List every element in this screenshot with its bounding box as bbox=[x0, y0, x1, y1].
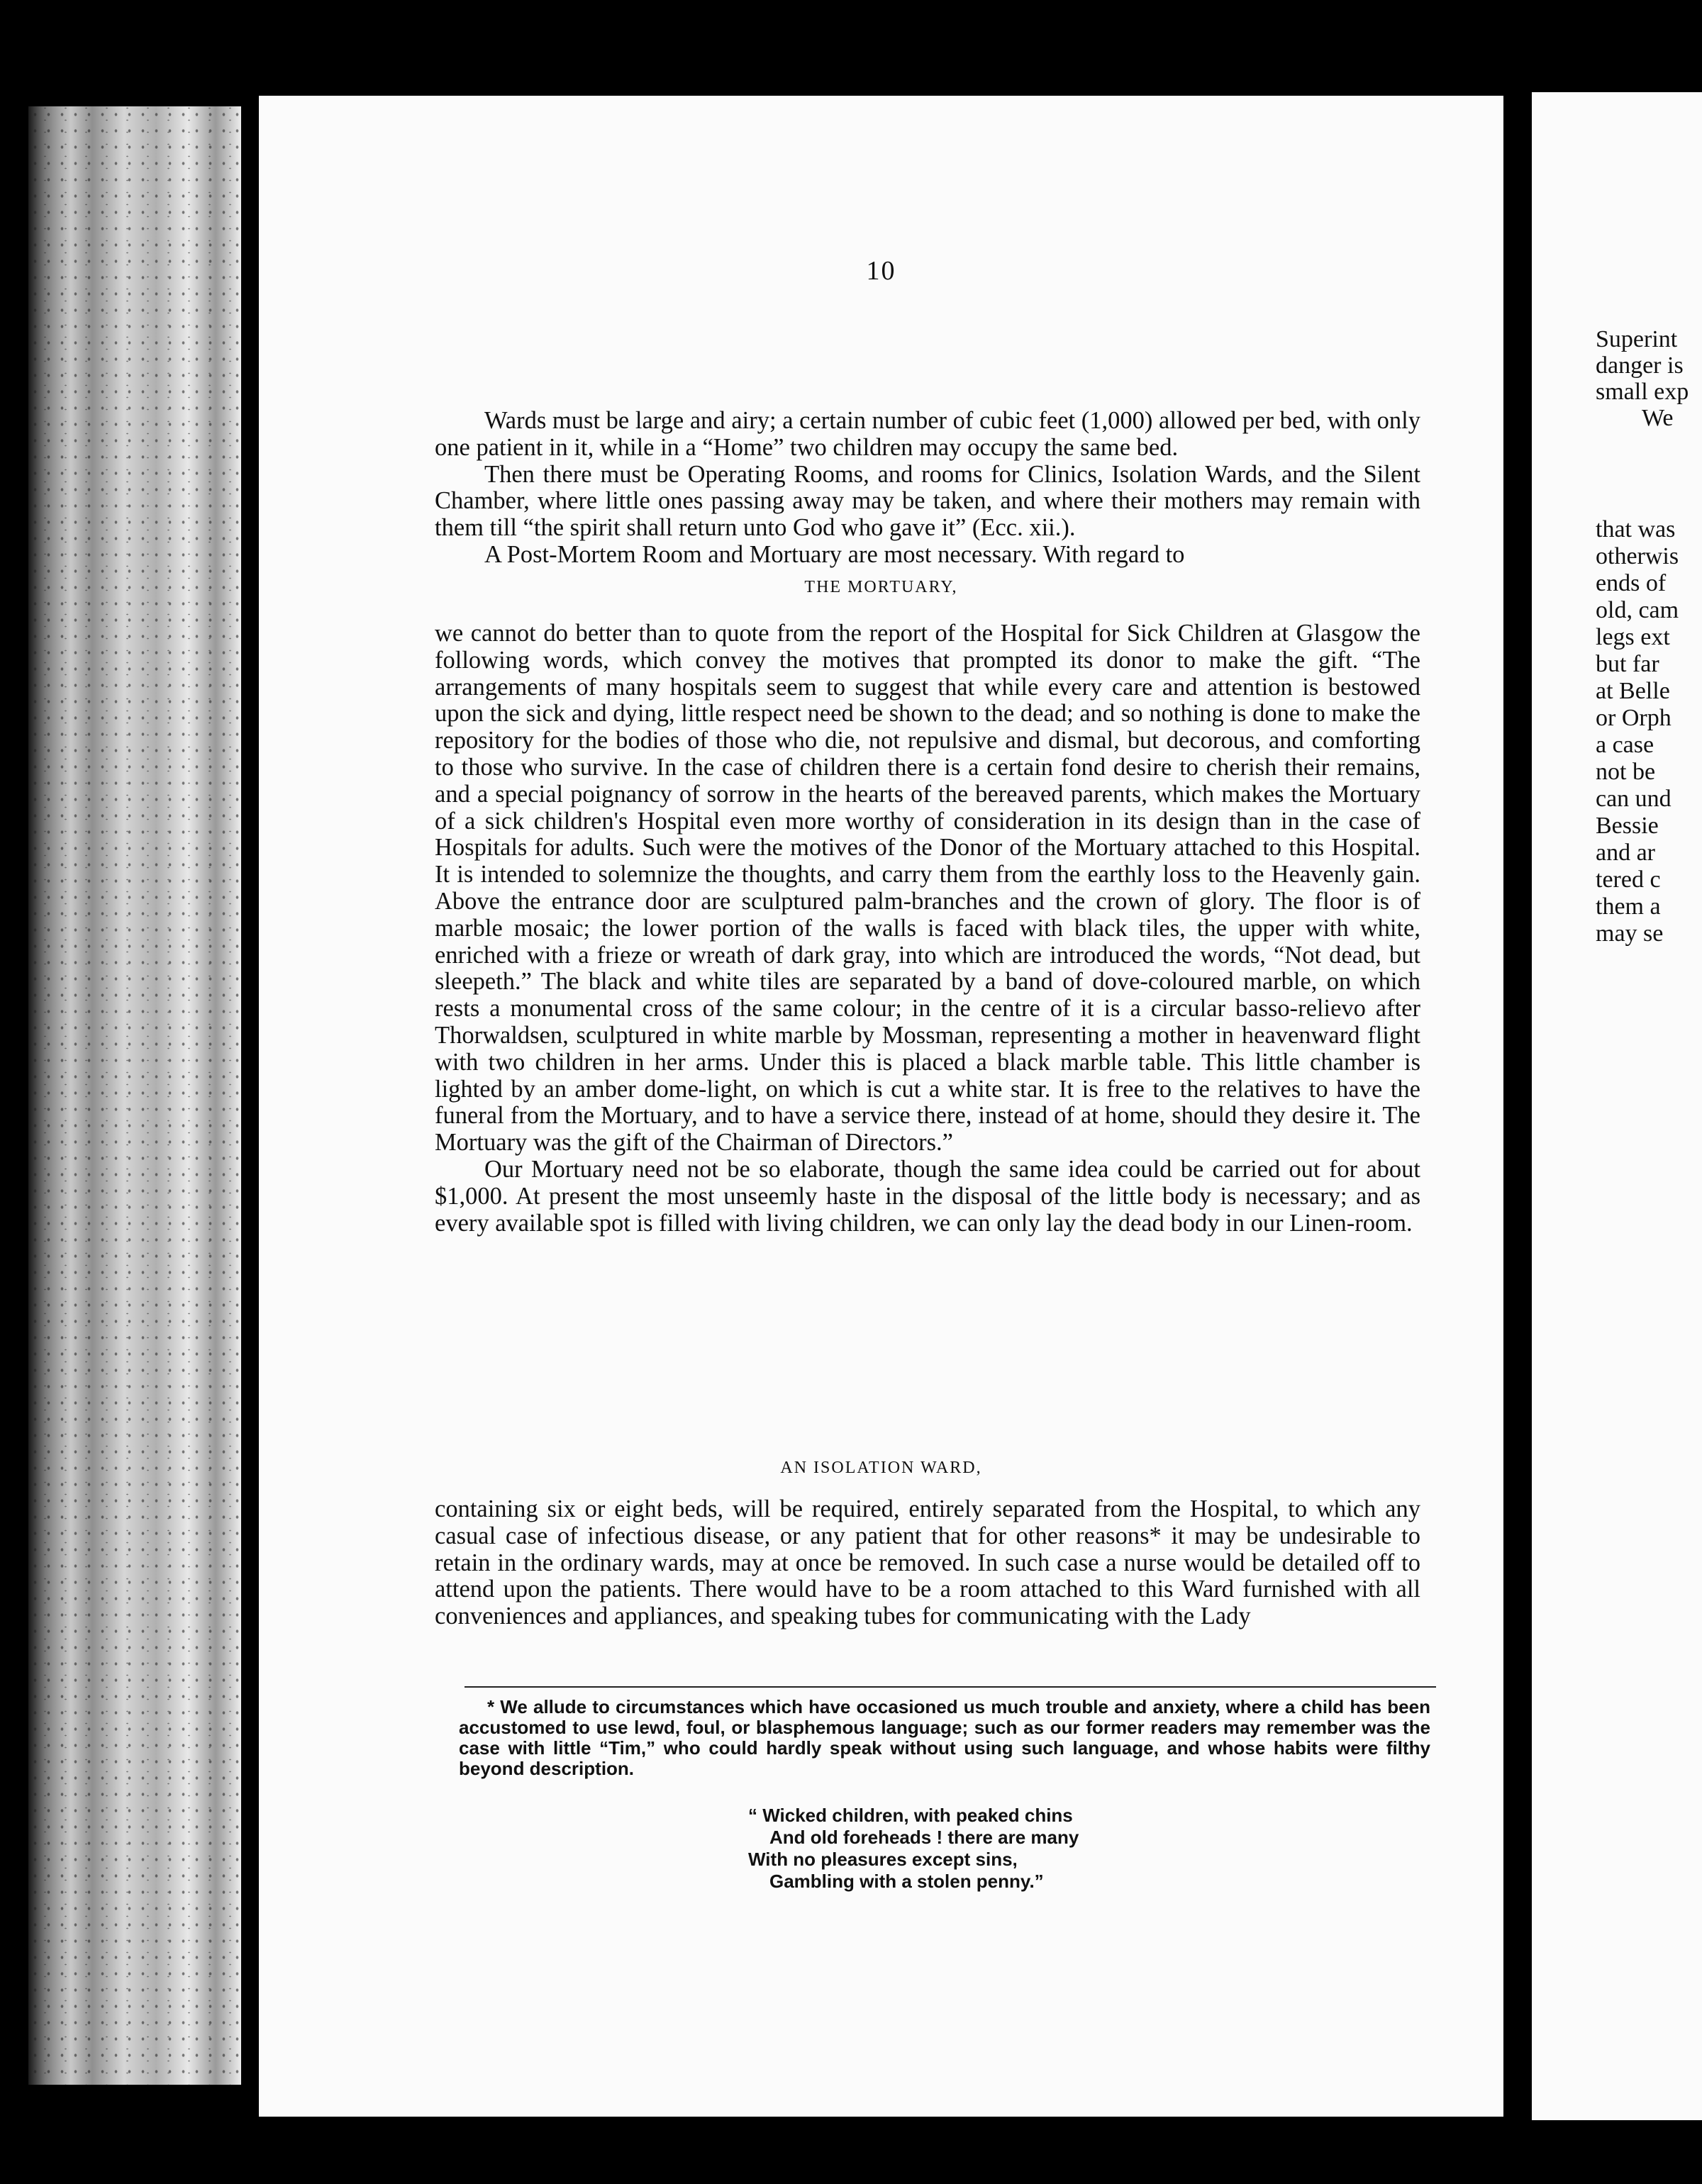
fragment-line: not be bbox=[1596, 759, 1656, 785]
poem-line: Gambling with a stolen penny.” bbox=[769, 1871, 1044, 1892]
book-page bbox=[259, 96, 1503, 2117]
paragraph: Our Mortuary need not be so elaborate, though the same idea could be carried out for about $1,000. At present the most unseemly haste in the disposal of the little body is necessary; and as every available spot is filled with living children, we can only lay the dead body in our Linen-room. bbox=[435, 1155, 1420, 1237]
fragment-line: or Orph bbox=[1596, 705, 1672, 731]
paragraph: we cannot do better than to quote from the report of the Hospital for Sick Children at Glasgow the following words, which convey the motives that prompted its donor to make the gift. “The arrangements of many hospitals seem to suggest that while every care and attention is bestowed upon the sick and dying, little respect need be shown to the dead; and so nothing is done to make the repository for the bodies of those who die, not repulsive and dismal, but decorous, and comforting to those who survive. In the case of children there is a certain fond desire to cherish their remains, and a special poignancy of sorrow in the hearts of the bereaved parents, which makes the Mortuary of a sick children's Hospital even more worthy of consideration in its design than in the case of Hospitals for adults. Such were the motives of the Donor of the Mortuary attached to this Hospital. It is intended to solemnize the thoughts, and carry them from the earthly loss to the Heavenly gain. Above the entrance door are sculptured palm-branches and the crown of glory. The floor is of marble mosaic; the lower portion of the walls is faced with black tiles, the upper with white, enriched with a frieze or wreath of dark gray, into which are introduced the words, “Not dead, but sleepeth.” The black and white tiles are separated by a band of dove-coloured marble, on which rests a monumental cross of the same colour; in the centre of it is a circular basso-relievo after Thorwaldsen, sculptured in white marble by Mossman, representing a mother in heavenward flight with two children in her arms. Under this is placed a black marble table. This little chamber is lighted by an amber dome-light, on which is cut a white star. It is free to the relatives to have the funeral from the Mortuary, and to have a service there, instead of at home, should they desire it. The Mortuary was the gift of the Chairman of Directors.” bbox=[435, 620, 1420, 1157]
fragment-line: Bessie bbox=[1596, 813, 1659, 839]
fragment-line: We bbox=[1642, 405, 1674, 431]
fragment-line: danger is bbox=[1596, 352, 1684, 379]
poem-line: “ Wicked children, with peaked chins bbox=[748, 1805, 1073, 1826]
fragment-line: otherwis bbox=[1596, 543, 1679, 569]
paragraph: A Post-Mortem Room and Mortuary are most necessary. With regard to bbox=[484, 540, 1185, 568]
page-edge-speckle bbox=[28, 106, 241, 2085]
book-spine-edge bbox=[28, 106, 241, 2085]
fragment-line: them a bbox=[1596, 893, 1661, 920]
intro-section bbox=[435, 408, 1420, 569]
facing-page bbox=[1532, 92, 1702, 2120]
poem-quote bbox=[748, 1805, 1316, 1893]
paragraph: Then there must be Operating Rooms, and rooms for Clinics, Isolation Wards, and the Silent Chamber, where little ones passing away may be taken, and where their mothers may remain with them till “the spirit shall return unto God who gave it” (Ecc. xii.). bbox=[435, 460, 1420, 542]
paragraph: containing six or eight beds, will be required, entirely separated from the Hospital, to which any casual case of infectious disease, or any patient that for other reasons* it may be undesirable to retain in the ordinary wards, may at once be removed. In such case a nurse would be detailed off to attend upon the patients. There would have to be a room attached to this Ward furnished with all conveniences and appliances, and speaking tubes for communicating with the Lady bbox=[435, 1495, 1420, 1630]
fragment-line: legs ext bbox=[1596, 624, 1670, 650]
page-number: 10 bbox=[866, 256, 896, 286]
fragment-line: tered c bbox=[1596, 867, 1661, 893]
footnote-divider bbox=[465, 1686, 1436, 1688]
fragment-line: may se bbox=[1596, 920, 1664, 947]
fragment-line: small exp bbox=[1596, 379, 1689, 405]
fragment-line: but far bbox=[1596, 651, 1659, 677]
fragment-line: that was bbox=[1596, 516, 1676, 542]
footnote bbox=[459, 1697, 1430, 1779]
fragment-line: old, cam bbox=[1596, 597, 1679, 623]
fragment-line: a case bbox=[1596, 732, 1654, 758]
poem-line: With no pleasures except sins, bbox=[748, 1849, 1018, 1870]
fragment-line: and ar bbox=[1596, 840, 1656, 866]
section-heading-isolation: AN ISOLATION WARD, bbox=[780, 1459, 982, 1477]
footnote-text: * We allude to circumstances which have occasioned us much trouble and anxiety, where a child has been accustomed to use lewd, foul, or blasphemous language; such as our former readers may remember was the case with little “Tim,” who could hardly speak without using such language, and whose habits were filthy beyond description. bbox=[459, 1696, 1430, 1779]
section-heading-mortuary: THE MORTUARY, bbox=[804, 578, 958, 596]
fragment-line: can und bbox=[1596, 786, 1672, 812]
fragment-line: ends of bbox=[1596, 570, 1667, 596]
fragment-line: at Belle bbox=[1596, 678, 1670, 704]
fragment-line: Superint bbox=[1596, 326, 1678, 352]
mortuary-section bbox=[435, 620, 1420, 1237]
isolation-section bbox=[435, 1496, 1420, 1630]
poem-line: And old foreheads ! there are many bbox=[769, 1827, 1079, 1848]
paragraph: Wards must be large and airy; a certain number of cubic feet (1,000) allowed per bed, with only one patient in it, while in a “Home” two children may occupy the same bed. bbox=[435, 407, 1420, 461]
